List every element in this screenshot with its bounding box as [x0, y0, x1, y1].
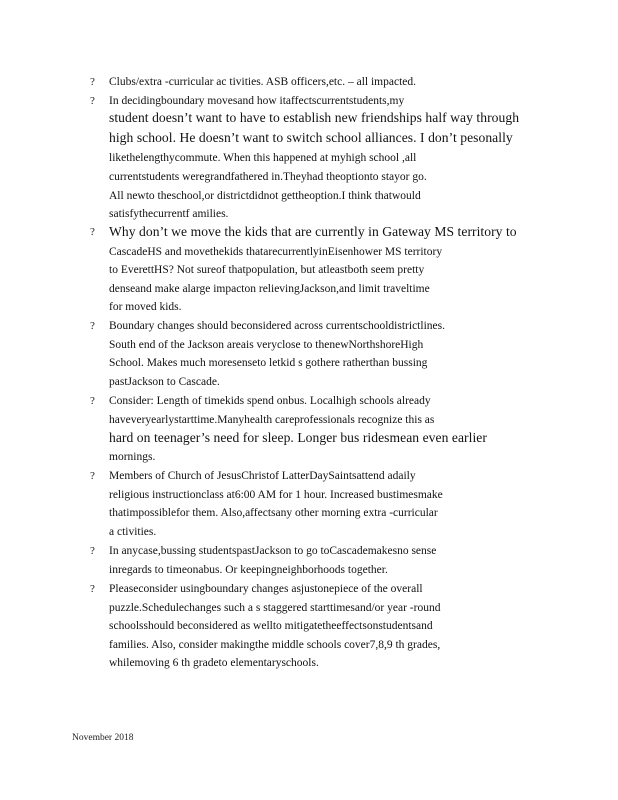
bullet-marker: ?	[90, 95, 95, 107]
text-line: School. Makes much moresenseto letkid s gothere ratherthan bussing	[109, 357, 428, 369]
text-line: South end of the Jackson areais veryclose to thenewNorthshoreHigh	[109, 339, 424, 351]
text-line: likethelengthycommute. When this happened at myhigh school ,all	[109, 152, 417, 164]
text-line: Members of Church of JesusChristof LatterDaySaintsattend adaily	[109, 470, 416, 482]
text-line: families. Also, consider makingthe middle schools cover7,8,9 th grades,	[109, 639, 441, 651]
text-line: student doesn’t want to have to establish new friendships half way through	[109, 110, 520, 125]
bullet-marker: ?	[90, 470, 95, 482]
text-line: Consider: Length of timekids spend onbus. Localhigh schools already	[109, 395, 431, 407]
text-line: a ctivities.	[109, 526, 157, 538]
text-line: pastJackson to Cascade.	[109, 376, 220, 388]
text-line: Why don’t we move the kids that are currently in Gateway MS territory to	[109, 224, 517, 239]
text-line: religious instructionclass at6:00 AM for 1 hour. Increased bustimesmake	[109, 489, 443, 501]
text-line: inregards to timeonabus. Or keepingneighborhoods together.	[109, 564, 388, 576]
text-line: In anycase,bussing studentspastJackson to go toCascademakesno sense	[109, 545, 437, 557]
text-line: high school. He doesn’t want to switch school alliances. I don’t pesonally	[109, 130, 513, 145]
text-line: All newto theschool,or districtdidnot gettheoption.I think thatwould	[109, 190, 421, 202]
bullet-marker: ?	[90, 395, 95, 407]
text-line: thatimpossiblefor them. Also,affectsany other morning extra -curricular	[109, 507, 438, 519]
text-line: Boundary changes should beconsidered across currentschooldistrictlines.	[109, 320, 445, 332]
text-line: to EverettHS? Not sureof thatpopulation, but atleastboth seem pretty	[109, 264, 425, 276]
text-line: Clubs/extra -curricular ac tivities. ASB officers,etc. – all impacted.	[109, 76, 416, 88]
text-line: for moved kids.	[109, 301, 182, 313]
text-line: Pleaseconsider usingboundary changes asjustonepiece of the overall	[109, 583, 423, 595]
bullet-marker: ?	[90, 226, 95, 238]
text-line: denseand make alarge impacton relievingJackson,and limit traveltime	[109, 283, 430, 295]
text-line: satisfythecurrentf amilies.	[109, 208, 229, 220]
bullet-marker: ?	[90, 545, 95, 557]
text-line: hard on teenager’s need for sleep. Longer bus ridesmean even earlier	[109, 430, 487, 445]
text-line: currentstudents weregrandfathered in.Theyhad theoptionto stayor go.	[109, 171, 427, 183]
text-line: puzzle.Schedulechanges such a s staggered starttimesand/or year -round	[109, 602, 441, 614]
bullet-marker: ?	[90, 583, 95, 595]
text-line: CascadeHS and movethekids thatarecurrentlyinEisenhower MS territory	[109, 246, 443, 258]
text-line: haveveryearlystarttime.Manyhealth careprofessionals recognize this as	[109, 414, 435, 426]
bullet-marker: ?	[90, 320, 95, 332]
text-line: whilemoving 6 th gradeto elementaryschools.	[109, 657, 319, 669]
text-line: schoolsshould beconsidered as wellto mitigatetheeffectsonstudentsand	[109, 620, 433, 632]
footer-date: November 2018	[72, 733, 134, 743]
text-line: mornings.	[109, 451, 156, 463]
bullet-marker: ?	[90, 76, 95, 88]
text-line: In decidingboundary movesand how itaffectscurrentstudents,my	[109, 95, 405, 107]
